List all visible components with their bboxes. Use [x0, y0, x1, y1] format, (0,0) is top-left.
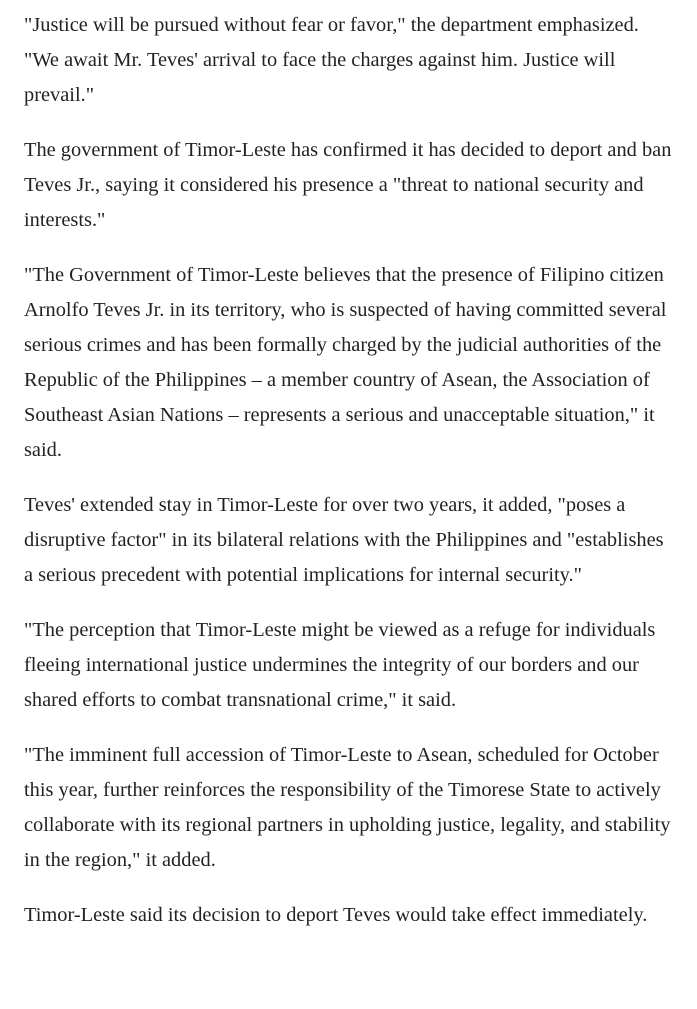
paragraph: "The imminent full accession of Timor-Leste to Asean, scheduled for October this year, further reinforces the responsibility of the Timorese State to actively collaborate with its regional partners in upholding justice, legality, and stability in the region," it added.	[24, 744, 671, 871]
paragraph: Teves' extended stay in Timor-Leste for over two years, it added, "poses a disruptive factor" in its bilateral relations with the Philippines and "establishes a serious precedent with potential implications for internal security."	[24, 494, 664, 586]
paragraph: The government of Timor-Leste has confirmed it has decided to deport and ban Teves Jr., saying it considered his presence a "threat to national security and interests."	[24, 139, 672, 231]
paragraph: "The Government of Timor-Leste believes that the presence of Filipino citizen Arnolfo Teves Jr. in its territory, who is suspected of having committed several serious crimes and has been formally charged by the judicial authorities of the Republic of the Philippines – a member country of Asean, the Association of Southeast Asian Nations – represents a serious and unacceptable situation," it said.	[24, 264, 667, 461]
paragraph: Timor-Leste said its decision to deport Teves would take effect immediately.	[24, 904, 648, 926]
paragraph: "Justice will be pursued without fear or favor," the department emphasized. "We await Mr. Teves' arrival to face the charges against him. Justice will prevail."	[24, 14, 639, 106]
paragraph: "The perception that Timor-Leste might be viewed as a refuge for individuals fleeing international justice undermines the integrity of our borders and our shared efforts to combat transnational crime," it said.	[24, 619, 656, 711]
